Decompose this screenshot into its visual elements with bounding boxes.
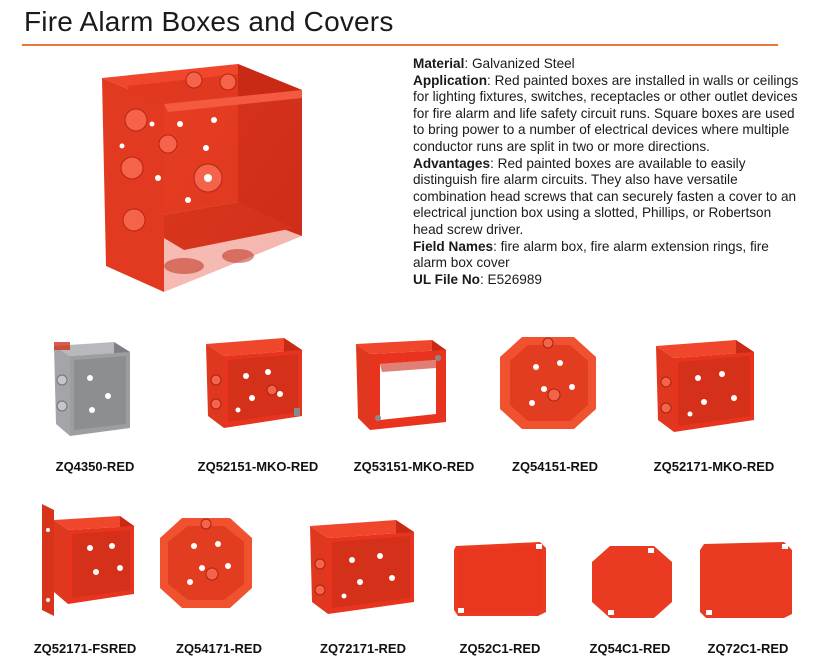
product-label: ZQ52151-MKO-RED bbox=[197, 459, 319, 474]
product-image-zq52151-mko bbox=[202, 336, 306, 432]
product-label: ZQ72171-RED bbox=[320, 641, 406, 656]
ul-file-separator: : bbox=[479, 271, 488, 287]
product-image-zq54c1 bbox=[590, 544, 674, 620]
product-image-zq72c1 bbox=[698, 540, 794, 620]
product-image-zq4350 bbox=[50, 340, 132, 438]
product-description bbox=[413, 56, 805, 288]
product-image-zq52171-fs bbox=[40, 500, 136, 618]
product-label: ZQ54151-RED bbox=[512, 459, 598, 474]
field-names-line bbox=[413, 239, 805, 272]
product-label: ZQ72C1-RED bbox=[707, 641, 789, 656]
field-names-label: Field Names bbox=[413, 238, 494, 254]
material-label: Material bbox=[413, 56, 465, 71]
ul-file-label: UL File No bbox=[413, 271, 480, 287]
product-label: ZQ54C1-RED bbox=[589, 641, 671, 656]
advantages-separator: : bbox=[490, 155, 498, 171]
material-line bbox=[413, 56, 805, 73]
product-label: ZQ52171-MKO-RED bbox=[653, 459, 775, 474]
product-image-zq54171 bbox=[156, 514, 256, 612]
product-image-zq72171 bbox=[306, 518, 418, 618]
product-label: ZQ52171-FSRED bbox=[33, 641, 137, 656]
material-separator: : bbox=[464, 56, 472, 71]
product-label: ZQ54171-RED bbox=[176, 641, 262, 656]
material-value: Galvanized Steel bbox=[471, 56, 575, 71]
advantages-line bbox=[413, 156, 805, 239]
application-label: Application bbox=[413, 72, 488, 88]
product-image-zq52171-mko bbox=[652, 338, 758, 436]
product-label: ZQ52C1-RED bbox=[459, 641, 541, 656]
application-separator: : bbox=[487, 72, 495, 88]
field-names-separator: : bbox=[493, 238, 501, 254]
product-label: ZQ53151-MKO-RED bbox=[353, 459, 475, 474]
field-names-text: fire alarm box, fire alarm extension rings, fire alarm box cover bbox=[413, 238, 769, 271]
advantages-text: Red painted boxes are available to easily distinguish fire alarm circuits. They also have versatile combination head screws that can securely fasten a cover to an electrical junction box using a slotted, Phillips, or Robertson head screw driver. bbox=[413, 155, 797, 237]
product-image-zq53151-mko bbox=[352, 338, 448, 434]
ul-file-value: E526989 bbox=[487, 271, 542, 287]
product-image-zq54151 bbox=[496, 333, 600, 433]
advantages-label: Advantages bbox=[413, 155, 491, 171]
application-line bbox=[413, 73, 805, 156]
page-title: Fire Alarm Boxes and Covers bbox=[24, 6, 394, 37]
product-label: ZQ4350-RED bbox=[55, 459, 135, 474]
ul-file-line bbox=[413, 272, 805, 289]
application-text: Red painted boxes are installed in walls or ceilings for lighting fixtures, switches, receptacles or other outlet devices for fire alarm and life safety circuit runs. Square boxes are used to bring power to a number of electrical devices where multiple conductor runs are split in two or more directions. bbox=[413, 72, 799, 154]
hero-product-image bbox=[88, 60, 324, 300]
title-divider bbox=[22, 44, 778, 46]
product-image-zq52c1 bbox=[452, 540, 548, 618]
